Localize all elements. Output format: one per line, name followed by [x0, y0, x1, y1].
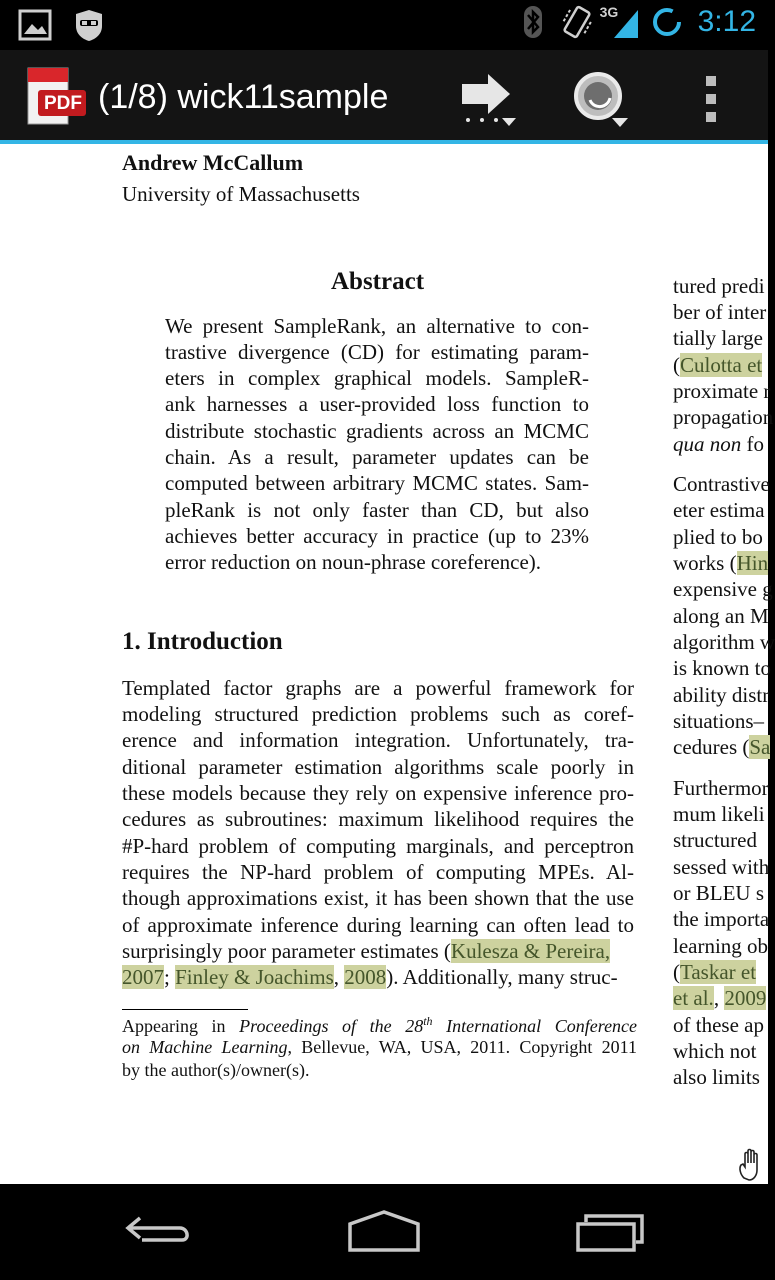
back-button[interactable]	[120, 1206, 200, 1256]
body-line: propagation	[673, 405, 774, 429]
body-line: ber of inter	[673, 300, 767, 324]
citation-link[interactable]: Taskar et	[680, 960, 757, 984]
citation-link[interactable]: Finley & Joachims	[175, 965, 334, 989]
body-line: of approximate inference during learning can often lead to	[122, 913, 634, 937]
body-line: ability distr	[673, 683, 770, 707]
body-text: surprisingly poor parameter estimates (	[122, 939, 451, 963]
pan-hand-icon[interactable]	[736, 1148, 768, 1182]
citation-link[interactable]: Culotta et	[680, 353, 763, 377]
body-line	[122, 939, 634, 964]
vibrate-icon	[560, 5, 594, 39]
author-name: Andrew McCallum	[122, 150, 304, 175]
abstract-line: computed between arbitrary MCMC states. Sam-	[165, 471, 589, 495]
body-line: the importa	[673, 907, 770, 931]
status-bar	[0, 0, 768, 50]
pdf-page-view[interactable]	[0, 144, 775, 1184]
body-line: eter estima	[673, 498, 765, 522]
body-line: is known to	[673, 656, 772, 680]
footnote-line: on Machine Learning, Bellevue, WA, USA, 2011. Copyright 2011	[122, 1037, 637, 1057]
abstract-line: error reduction on noun-phrase coreference).	[165, 550, 542, 574]
body-line: of these ap	[673, 1013, 764, 1037]
citation-link[interactable]: 2009	[724, 986, 767, 1010]
body-line: plied to bo	[673, 525, 763, 549]
body-line: works (Hin	[673, 551, 769, 575]
abstract-line: chain. As a result, parameter updates can be	[165, 445, 589, 469]
body-line: (Culotta et	[673, 353, 763, 377]
abstract-line: eters in complex graphical models. SampleR-	[165, 366, 589, 390]
app-icon[interactable]	[24, 68, 88, 126]
pdf-badge-label: PDF	[44, 93, 82, 114]
citation-link[interactable]: Sa	[749, 735, 771, 759]
abstract-line: ank harnesses a user-provided loss function to	[165, 392, 589, 416]
body-line: situations–	[673, 709, 765, 733]
body-line: sessed with	[673, 855, 770, 879]
overflow-menu-button[interactable]	[690, 70, 734, 130]
body-line: proximate r	[673, 379, 771, 403]
footnote-rule	[122, 1009, 248, 1010]
recent-apps-button[interactable]	[570, 1206, 650, 1256]
incognito-icon	[72, 8, 106, 42]
action-bar	[0, 50, 768, 144]
body-line: cedures (Sa	[673, 735, 771, 759]
body-line: #P-hard problem of computing marginals, and perceptron	[122, 834, 634, 858]
sync-icon	[650, 5, 684, 39]
body-line: though approximations exist, it has been shown that the use	[122, 886, 634, 910]
go-to-page-button[interactable]	[458, 70, 520, 130]
body-line: requires the NP-hard problem of computing MPEs. Al-	[122, 860, 634, 884]
abstract-line: We present SampleRank, an alternative to con-	[165, 314, 589, 338]
footnote-line: by the author(s)/owner(s).	[122, 1060, 310, 1080]
citation-link[interactable]: et al.	[673, 986, 714, 1010]
abstract-line: distribute stochastic gradients across an MCMC	[165, 419, 589, 443]
body-line: et al., 2009	[673, 986, 767, 1010]
body-line: Templated factor graphs are a powerful framework for	[122, 676, 634, 700]
abstract-line: pleRank is not only faster than CD, but also	[165, 498, 589, 522]
signal-icon	[599, 4, 640, 40]
body-line: modeling structured prediction problems such as coref-	[122, 702, 634, 726]
body-line: along an M	[673, 604, 769, 628]
body-line: expensive g	[673, 577, 773, 601]
body-line: tially large	[673, 326, 763, 350]
citation-link[interactable]: 2008	[344, 965, 387, 989]
navigation-bar	[0, 1184, 768, 1280]
zoom-button[interactable]	[570, 70, 632, 130]
body-line: ditional parameter estimation algorithms scale poorly in	[122, 755, 634, 779]
body-line: these models because they rely on expensive inference pro-	[122, 781, 634, 805]
citation-link[interactable]: Hin	[736, 551, 769, 575]
body-line: algorithm w	[673, 630, 775, 654]
body-line: tured predi	[673, 274, 765, 298]
body-line: cedures as subroutines: maximum likelihood requires the	[122, 807, 634, 831]
clock: 3:12	[697, 5, 756, 38]
citation-link[interactable]: 2007	[122, 965, 164, 989]
body-line: or BLEU s	[673, 881, 764, 905]
home-button[interactable]	[344, 1206, 424, 1256]
body-line: qua non fo	[673, 432, 764, 456]
body-line: (Taskar et	[673, 960, 757, 984]
citation-link[interactable]: Kulesza & Pereira,	[450, 939, 611, 963]
body-line: which not	[673, 1039, 757, 1063]
author-affiliation: University of Massachusetts	[122, 182, 360, 206]
body-text: ). Additionally, many struc-	[386, 965, 618, 989]
body-line: mum likeli	[673, 802, 765, 826]
document-title: (1/8) wick11sample	[98, 78, 389, 116]
body-line: also limits	[673, 1065, 760, 1089]
citation-separator: ,	[333, 965, 340, 989]
body-line	[122, 965, 634, 990]
abstract-heading: Abstract	[330, 268, 425, 295]
citation-separator: ;	[164, 965, 170, 989]
abstract-line: achieves better accuracy in practice (up to 23%	[165, 524, 589, 548]
body-line: structured	[673, 828, 757, 852]
network-type: 3G	[599, 4, 619, 20]
gallery-icon	[18, 8, 52, 42]
abstract-line: trastive divergence (CD) for estimating param-	[165, 340, 589, 364]
bluetooth-icon	[516, 5, 550, 39]
body-line: erence and information integration. Unfortunately, tra-	[122, 728, 634, 752]
body-line: Furthermor	[673, 776, 769, 800]
body-line: learning ob	[673, 934, 769, 958]
body-line: Contrastive	[673, 472, 770, 496]
footnote-line: Appearing in Proceedings of the 28th International Conference	[122, 1014, 638, 1036]
section-heading-introduction: 1. Introduction	[122, 628, 283, 655]
